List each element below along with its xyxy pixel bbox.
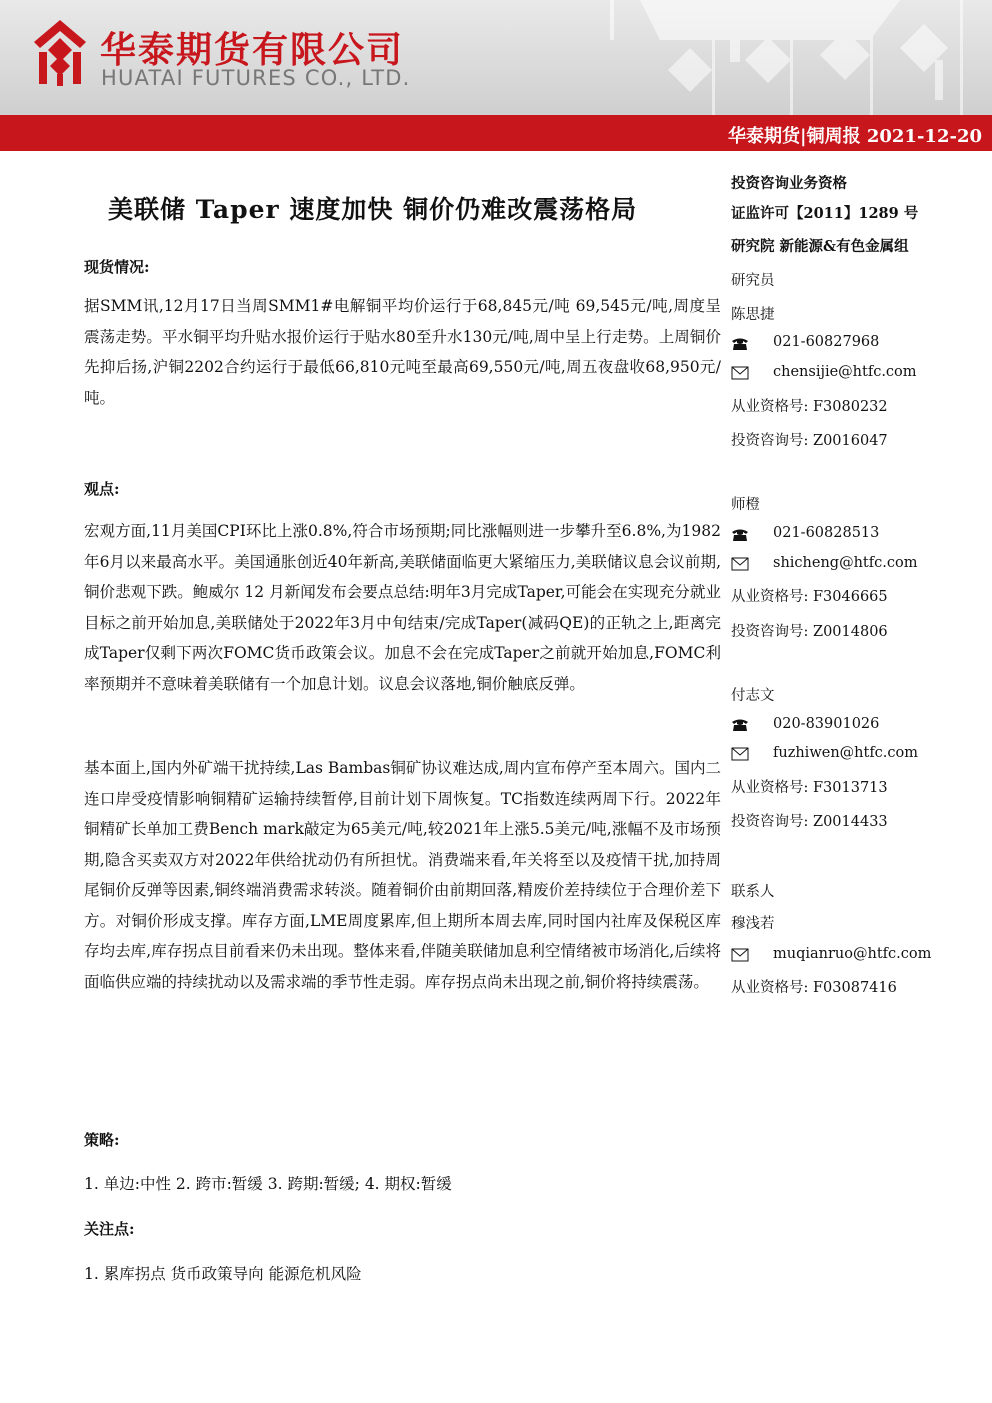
focus-text: 1. 累库拐点 货币政策导向 能源危机风险 xyxy=(84,1265,362,1283)
envelope-icon xyxy=(731,557,749,571)
company-name-en: HUATAI FUTURES CO., LTD. xyxy=(101,66,411,90)
view-paragraph-macro: 宏观方面,11月美国CPI环比上涨0.8%,符合市场预期;同比涨幅则进一步攀升至6.8%,为1982年6月以来最高水平。美国通胀创近40年新高,美联储面临更大紧缩压力,美联储议息会议前期,铜价悲观下跌。鲍威尔 12 月新闻发布会要点总结:明年3月完成Taper,可能会在实现充分就业目标之前开始加息,美联储处于2022年3月中旬结束/完成Taper(减码QE)的正轨之上,距离完成Taper仅剩下两次FOMC货币政策会议。加息不会在完成Taper之前就开始加息,FOMC利率预期并不意味着美联储有一个加息计划。议息会议落地,铜价触底反弹。 xyxy=(84,522,721,693)
view-paragraph-fundamentals: 基本面上,国内外矿端干扰持续,Las Bambas铜矿协议难达成,周内宣布停产至本周六。国内二连口岸受疫情影响铜精矿运输持续暂停,目前计划下周恢复。TC指数连续两周下行。2022年铜精矿长单加工费Bench mark敲定为65美元/吨,较2021年上涨5.5美元/吨,涨幅不及市场预期,隐含买卖双方对2022年供给扰动仍有所担忧。消费端来看,年关将至以及疫情干扰,加持周尾铜价反弹等因素,铜终端消费需求转淡。随着铜价由前期回落,精废价差持续位于合理价差下方。对铜价形成支撑。库存方面,LME周度累库,但上期所本周去库,同时国内社库及保税区库存均去库,库存拐点目前看来仍未出现。整体来看,伴随美联储加息利空情绪被市场消化,后续将面临供应端的持续扰动以及需求端的季节性走弱。库存拐点尚未出现之前,铜价将持续震荡。 xyxy=(84,759,721,991)
researcher-name: 陈思捷 xyxy=(731,307,775,323)
envelope-icon xyxy=(731,948,749,962)
report-banner xyxy=(0,115,992,151)
researcher-advisory: 投资咨询号: Z0016047 xyxy=(731,433,888,449)
spot-heading: 现货情况: xyxy=(84,258,150,276)
company-name-cn: 华泰期货有限公司 xyxy=(100,30,405,71)
contact-email[interactable]: muqianruo@htfc.com xyxy=(773,946,932,962)
phone-icon xyxy=(731,718,749,732)
envelope-icon xyxy=(731,366,749,380)
researcher-email[interactable]: fuzhiwen@htfc.com xyxy=(773,745,919,761)
researcher-email[interactable]: shicheng@htfc.com xyxy=(773,555,918,571)
report-title: 美联储 Taper 速度加快 铜价仍难改震荡格局 xyxy=(108,195,638,224)
strategy-text: 1. 单边:中性 2. 跨市:暂缓 3. 跨期:暂缓; 4. 期权:暂缓 xyxy=(84,1175,452,1193)
researcher-name: 师橙 xyxy=(731,497,760,513)
researcher-phone: 021-60827968 xyxy=(773,334,880,350)
department-label: 研究院 新能源&有色金属组 xyxy=(731,238,909,255)
phone-icon xyxy=(731,528,749,542)
researcher-cert: 从业资格号: F3046665 xyxy=(731,589,888,605)
researcher-phone: 020-83901026 xyxy=(773,716,880,732)
researcher-phone: 021-60828513 xyxy=(773,525,880,541)
contact-label: 联系人 xyxy=(731,884,775,900)
contact-cert: 从业资格号: F03087416 xyxy=(731,980,897,996)
contact-name: 穆浅若 xyxy=(731,916,775,932)
huatai-logo-icon xyxy=(34,20,86,86)
envelope-icon xyxy=(731,747,749,761)
focus-heading: 关注点: xyxy=(84,1220,135,1238)
view-heading: 观点: xyxy=(84,480,120,498)
license-number: 证监许可【2011】1289 号 xyxy=(731,205,919,222)
report-label: 华泰期货|铜周报 2021-12-20 xyxy=(728,126,982,147)
spot-paragraph: 据SMM讯,12月17日当周SMM1#电解铜平均价运行于68,845元/吨 69,545元/吨,周度呈震荡走势。平水铜平均升贴水报价运行于贴水80至升水130元/吨,周中呈上行走势。上周铜价先抑后扬,沪铜2202合约运行于最低66,810元吨至最高69,550元/吨,周五夜盘收68,950元/吨。 xyxy=(84,297,721,407)
researcher-label: 研究员 xyxy=(731,273,775,289)
researcher-name: 付志文 xyxy=(731,688,775,704)
report-header xyxy=(0,0,992,115)
phone-icon xyxy=(731,337,749,351)
researcher-email[interactable]: chensijie@htfc.com xyxy=(773,364,917,380)
researcher-advisory: 投资咨询号: Z0014806 xyxy=(731,624,888,640)
researcher-cert: 从业资格号: F3080232 xyxy=(731,399,888,415)
researcher-cert: 从业资格号: F3013713 xyxy=(731,780,888,796)
qualification-label: 投资咨询业务资格 xyxy=(731,175,847,192)
strategy-heading: 策略: xyxy=(84,1131,120,1149)
researcher-advisory: 投资咨询号: Z0014433 xyxy=(731,814,888,830)
